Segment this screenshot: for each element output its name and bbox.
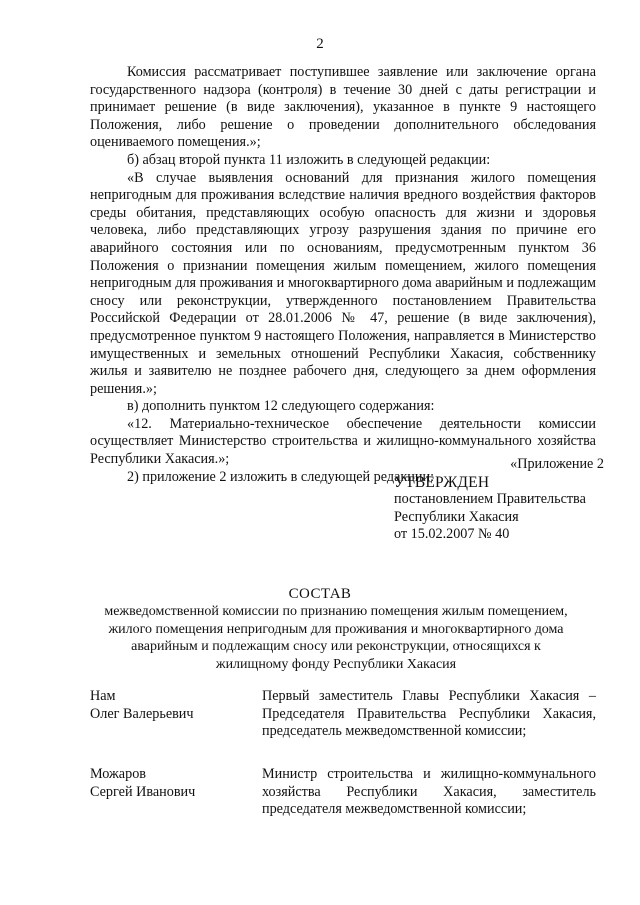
member-given-name: Олег Валерьевич <box>90 705 194 722</box>
member-surname: Нам <box>90 688 116 704</box>
composition-subtitle: межведомственной комиссии по признанию помещения жилым помещением, жилого помещения непригодным для проживания и многоквартирного дома аварийным и подлежащим сносу или реконструкции, относящихся к жилищному фонду Республики Хакасия <box>104 604 568 672</box>
paragraph-item-b: б) абзац второй пункта 11 изложить в следующей редакции: <box>127 151 491 168</box>
approved-label: УТВЕРЖДЕН <box>394 473 490 491</box>
member-given-name: Сергей Иванович <box>90 783 196 800</box>
member-name <box>90 688 250 723</box>
approval-block <box>394 456 604 544</box>
member-role: Министр строительства и жилищно-коммунального хозяйства Республики Хакасия, заместитель председателя межведомственной комиссии; <box>262 766 596 817</box>
paragraph-new-wording-11: «В случае выявления оснований для признания жилого помещения непригодным для проживания вследствие наличия вредного воздействия факторов среды обитания, представляющих особую опасность для жизни и здоровья человека, либо представляющих угрозу разрушения здания по причине его аварийного состояния или по основаниям, предусмотренным пунктом 36 Положения о признании помещения жилым помещением, жилого помещения непригодным для проживания и многоквартирного дома аварийным и подлежащим сносу или реконструкции, утвержденного постановлением Правительства Российской Федерации от 28.01.2006 № 47, решение (в виде заключения), предусмотренное пунктом 9 настоящего Положения, направляется в Министерство имущественных и земельных отношений Республики Хакасия, собственнику жилья и заявителю не позднее рабочего дня, следующего за днем оформления решения.»; <box>90 169 596 397</box>
document-body <box>90 64 596 486</box>
annex-label: «Приложение 2 <box>510 456 604 472</box>
paragraph-new-item-12: «12. Материально-техническое обеспечение деятельности комиссии осуществляет Министерство строительства и жилищно-коммунального хозяйства Республики Хакасия.»; <box>90 415 596 468</box>
paragraph-commission-review: Комиссия рассматривает поступившее заявление или заключение органа государственного надзора (контроля) в течение 30 дней с даты регистрации и принимает решение (в виде заключения), указанное в пункте 9 настоящего Положения, либо решение о проведении дополнительного обследования оцениваемого помещения.»; <box>90 64 596 151</box>
paragraph-item-2: 2) приложение 2 изложить в следующей редакции: <box>127 468 435 485</box>
member-role: Первый заместитель Главы Республики Хакасия – Председателя Правительства Республики Хакасия, председатель межведомственной комиссии; <box>262 688 596 739</box>
approval-line-3: от 15.02.2007 № 40 <box>394 526 510 542</box>
approval-line-2: Республики Хакасия <box>394 508 519 525</box>
composition-title: СОСТАВ <box>288 586 352 602</box>
member-name <box>90 766 250 801</box>
paragraph-item-v: в) дополнить пунктом 12 следующего содержания: <box>127 398 435 415</box>
member-surname: Можаров <box>90 766 146 782</box>
page-number: 2 <box>316 36 324 52</box>
approval-line-1: постановлением Правительства <box>394 491 586 507</box>
